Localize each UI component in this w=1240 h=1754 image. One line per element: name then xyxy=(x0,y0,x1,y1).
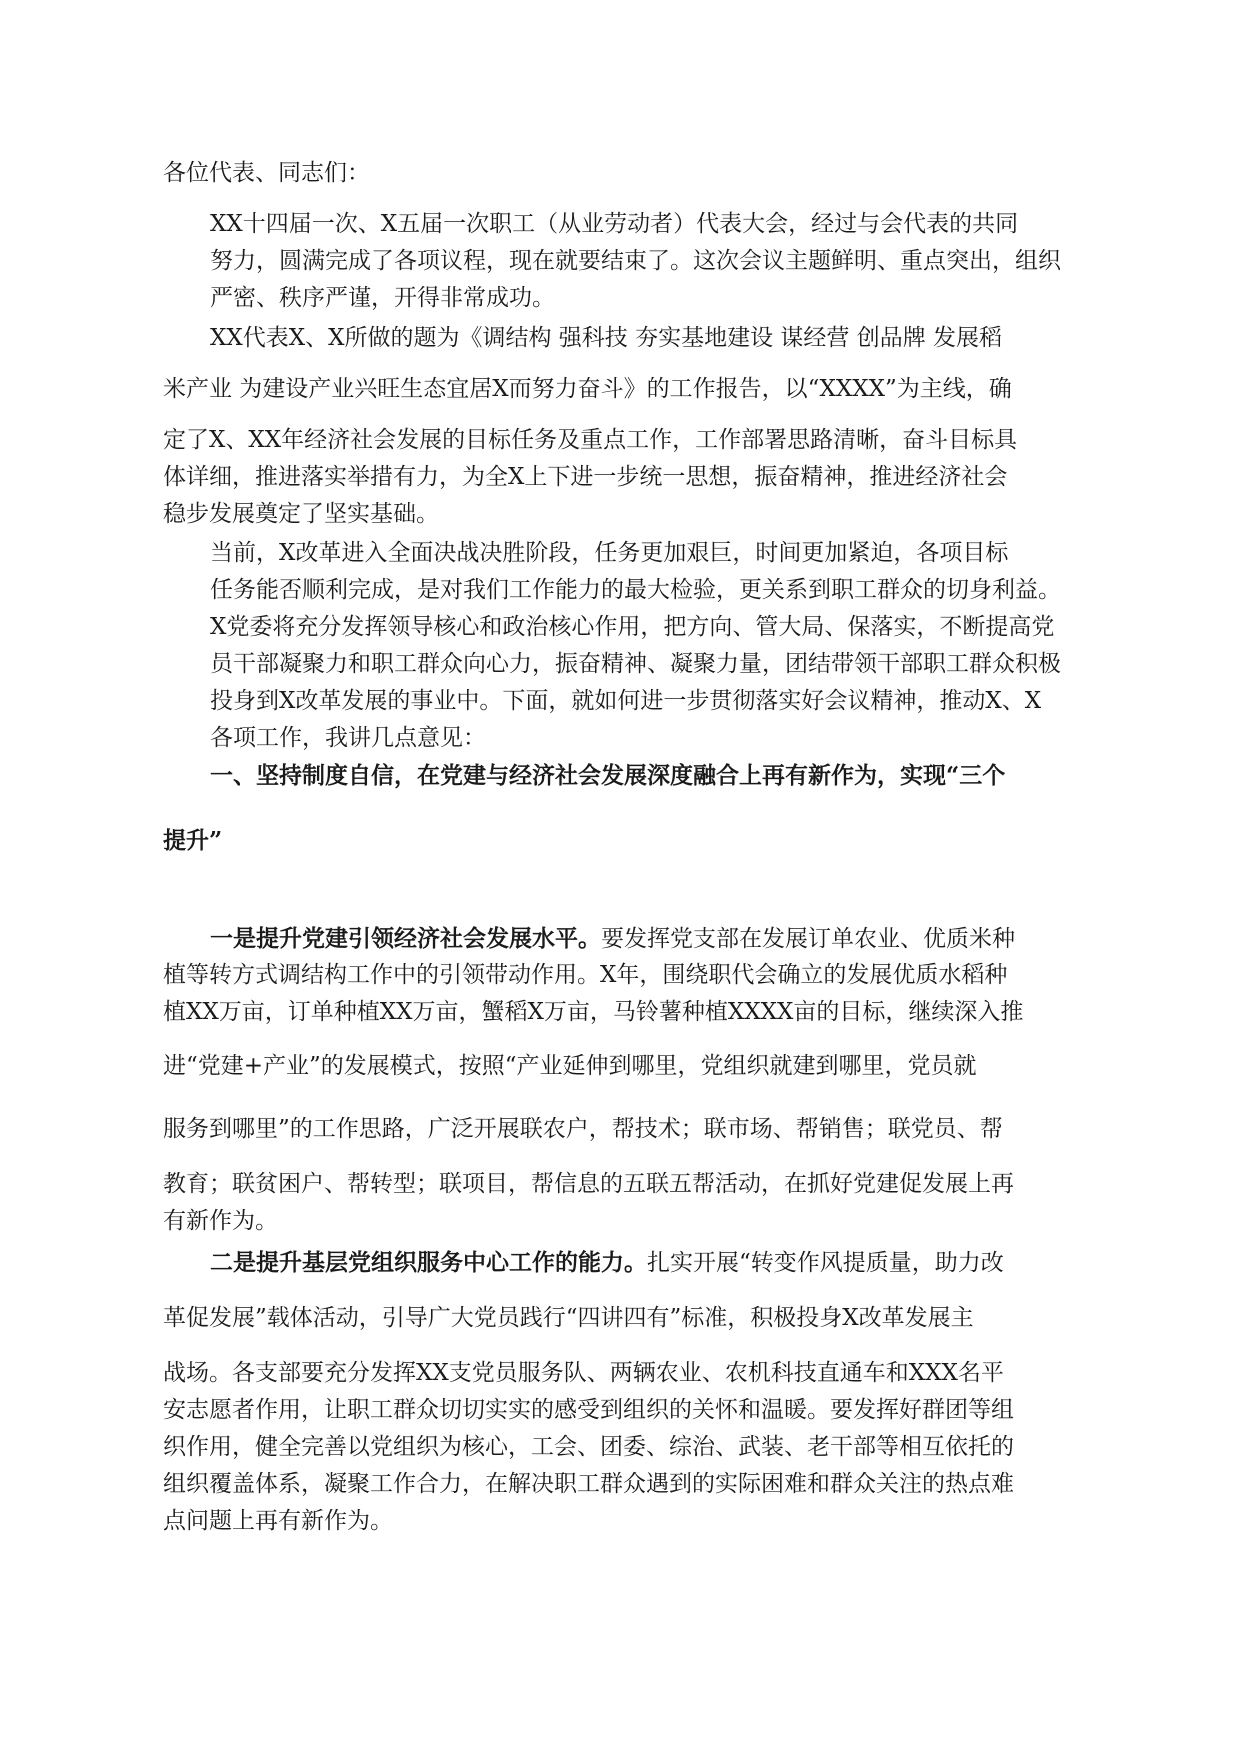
paragraph-2-rest: 定了X、XX年经济社会发展的目标任务及重点工作，工作部署思路清晰，奋斗目标具 体详细，推进落实举措有力，为全X上下进一步统一思想，振奋精神，推进经济社会 稳步发展奠定了坚实基础。 xyxy=(163,427,1018,527)
paragraph-5: 二是提升基层党组织服务中心工作的能力。扎实开展“转变作风提质量，助力改 xyxy=(210,1249,1004,1276)
paragraph-4-end: 教育；联贫困户、帮转型；联项目，帮信息的五联五帮活动，在抓好党建促发展上再 有新作为。 xyxy=(163,1171,1014,1234)
paragraph-5-rest: 战场。各支部要充分发挥XX支党员服务队、两辆农业、农机科技直通车和XXX名平 安志愿者作用，让职工群众切切实实的感受到组织的关怀和温暖。要发挥好群团等组 织作用，健全完善以党组织为核心，工会、团委、综治、武装、老干部等相互依托的 组织覆盖体系，凝聚工作合力，在解决职工群众遇到的实际困难和群众关注的热点难 点问题上再有新作为。 xyxy=(163,1360,1014,1534)
paragraph-2-line-2: 米产业 为建设产业兴旺生态宜居X而努力奋斗》的工作报告，以“XXXX”为主线，确 xyxy=(163,376,1012,402)
paragraph-4-lines: 植等转方式调结构工作中的引领带动作用。X年，围绕职代会确立的发展优质水稻种 植XX万亩，订单种植XX万亩，蟹稻X万亩，马铃薯种植XXXX亩的目标，继续深入推 xyxy=(163,962,1024,1025)
paragraph-4: 一是提升党建引领经济社会发展水平。要发挥党支部在发展订单农业、优质米种 xyxy=(210,925,1015,952)
section-heading-1: 一、坚持制度自信，在党建与经济社会发展深度融合上再有新作为，实现“三个 xyxy=(210,762,1006,789)
paragraph-5-lead: 二是提升基层党组织服务中心工作的能力。 xyxy=(210,1249,647,1276)
paragraph-4-line-5: 服务到哪里”的工作思路，广泛开展联农户，帮技术；联市场、帮销售；联党员、帮 xyxy=(163,1116,1003,1142)
paragraph-5-line-2: 革促发展”载体活动，引导广大党员践行“四讲四有”标准，积极投身X改革发展主 xyxy=(163,1305,974,1331)
paragraph-4-line-4: 进“党建+产业”的发展模式，按照“产业延伸到哪里，党组织就建到哪里，党员就 xyxy=(163,1053,977,1079)
salutation: 各位代表、同志们： xyxy=(163,160,370,186)
section-heading-1-continued: 提升” xyxy=(163,827,223,854)
paragraph-4-lead: 一是提升党建引领经济社会发展水平。 xyxy=(210,925,601,952)
paragraph-3: 当前，X改革进入全面决战决胜阶段，任务更加艰巨，时间更加紧迫，各项目标 任务能否顺利完成，是对我们工作能力的最大检验，更关系到职工群众的切身利益。 X党委将充分发挥领导核心和政治核心作用，把方向、管大局、保落实，不断提高党 员干部凝聚力和职工群众向心力，振奋精神、凝聚力量，团结带领干部职工群众积极 投身到X改革发展的事业中。下面，就如何进一步贯彻落实好会议精神，推动X、X 各项工作，我讲几点意见： xyxy=(210,540,1061,751)
paragraph-1: XX十四届一次、X五届一次职工（从业劳动者）代表大会，经过与会代表的共同 努力，圆满完成了各项议程，现在就要结束了。这次会议主题鲜明、重点突出，组织 严密、秩序严谨，开得非常成功。 xyxy=(210,211,1061,311)
paragraph-2-line-1: XX代表X、X所做的题为《调结构 强科技 夯实基地建设 谋经营 创品牌 发展稻 xyxy=(210,325,1003,351)
